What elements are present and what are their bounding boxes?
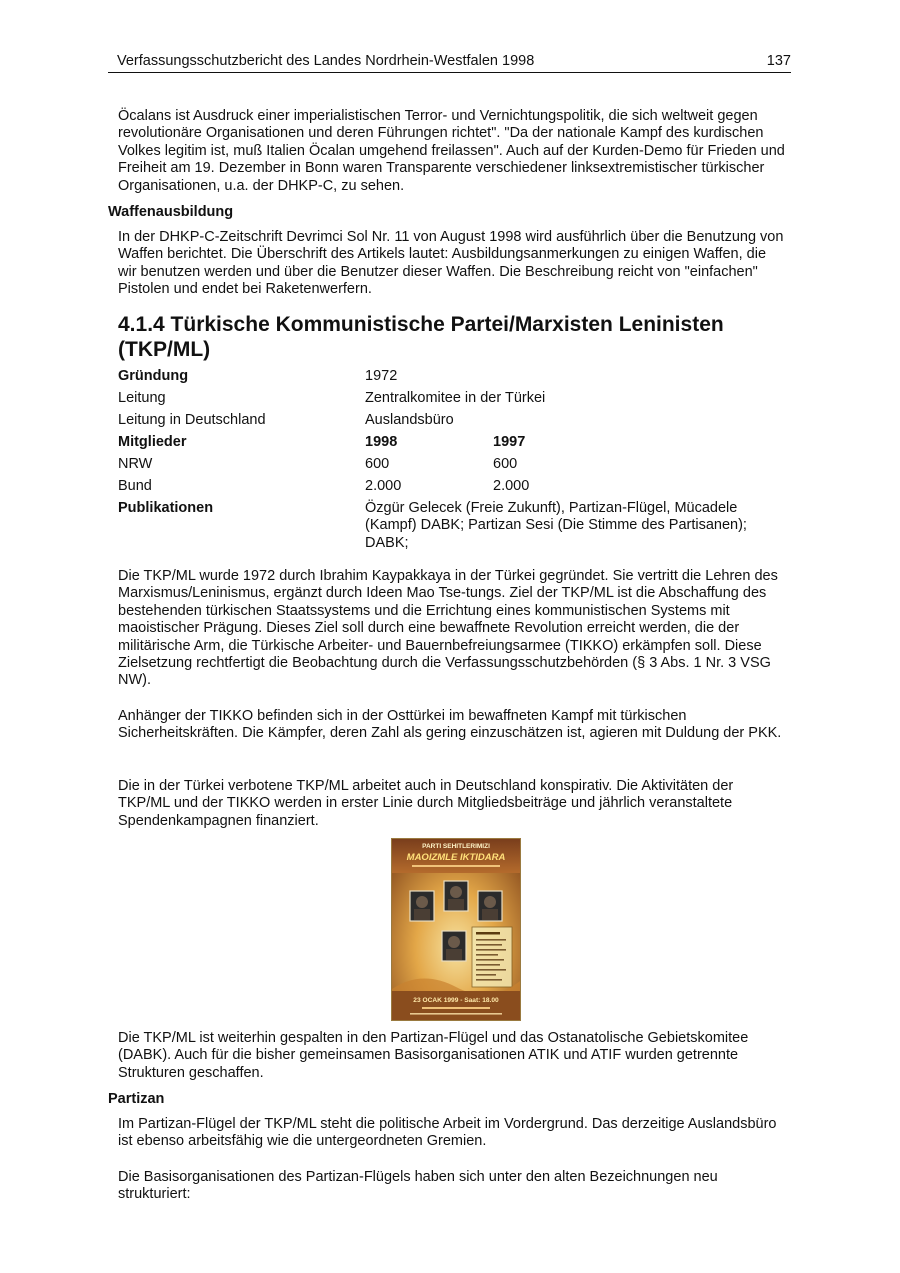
mitglieder-label: Mitglieder <box>118 434 187 450</box>
leitung-de-label: Leitung in Deutschland <box>118 412 266 428</box>
publikationen-label: Publikationen <box>118 500 214 516</box>
year-1998: 1998 <box>365 434 398 450</box>
spaltung-paragraph: Die TKP/ML ist weiterhin gespalten in den Partizan-Flügel und das Ostanatolische Gebietskomitee (DABK). Auch für die bisher gemeinsamen Basisorganisationen ATIK und ATIF wurden getrennte Strukturen geschaffen. <box>118 1030 749 1081</box>
leitung-value: Zentralkomitee in der Türkei <box>365 390 546 406</box>
nrw-1997: 600 <box>493 456 518 472</box>
page-number: 137 <box>766 53 791 69</box>
gruendung-label: Gründung <box>118 368 189 384</box>
poster-date-line: 23 OCAK 1999 - Saat: 18.00 <box>413 997 499 1004</box>
poster-graphic <box>392 839 520 1020</box>
program-list-icon <box>472 927 512 987</box>
portrait-icon <box>442 931 466 961</box>
tkpml-history-paragraph: Die TKP/ML wurde 1972 durch Ibrahim Kaypakkaya in der Türkei gegründet. Sie vertritt die Lehren des Marxismus/Leninismus, ergänzt durch Ideen Mao Tse-tungs. Ziel der TKP/ML ist die Abschaffung des bestehenden türkischen Staatssystems und die Errichtung eines kommunistischen Systems mit maoistischer Prägung. Dieses Ziel soll durch eine bewaffnete Revolution erreicht werden, die der militärische Arm, die Türkische Arbeiter- und Bauernbefreiungsarmee (TIKKO) erkämpfen soll. Diese Zielsetzung rechtfertigt die Beobachtung durch die Verfassungsschutzbehörden (§ 3 Abs. 1 Nr. 3 VSG NW). <box>118 568 778 689</box>
nrw-1998: 600 <box>365 456 390 472</box>
poster-line1: PARTI SEHITLERIMIZI <box>422 843 490 850</box>
partizan-paragraph-2: Die Basisorganisationen des Partizan-Flügels haben sich unter den alten Bezeichnungen neu strukturiert: <box>118 1169 718 1203</box>
bund-label: Bund <box>118 478 152 494</box>
nrw-label: NRW <box>118 456 153 472</box>
section-title: 4.1.4 Türkische Kommunistische Partei/Marxisten Leninisten (TKP/ML) <box>118 313 724 361</box>
report-title: Verfassungsschutzbericht des Landes Nordrhein-Westfalen 1998 <box>117 53 535 69</box>
leitung-de-value: Auslandsbüro <box>365 412 454 428</box>
bund-1998: 2.000 <box>365 478 402 494</box>
waffenausbildung-paragraph: In der DHKP-C-Zeitschrift Devrimci Sol Nr. 11 von August 1998 wird ausführlich über die Benutzung von Waffen berichtet. Die Überschrift des Artikels lautet: Ausbildungsanmerkungen zu einigen Waffen, die wir benutzen werden und über die Benutzer dieser Waffen. Die Beschreibung reicht von "einfachen" Pistolen und endet bei Raketenwerfern. <box>118 229 784 298</box>
publikationen-value: Özgür Gelecek (Freie Zukunft), Partizan-Flügel, Mücadele (Kampf) DABK; Partizan Sesi (Die Stimme des Partisanen); DABK; <box>365 500 747 551</box>
waffenausbildung-heading: Waffenausbildung <box>108 204 234 220</box>
konspirativ-paragraph: Die in der Türkei verbotene TKP/ML arbeitet auch in Deutschland konspirativ. Die Aktivitäten der TKP/ML und der TIKKO werden in erster Linie durch Mitgliedsbeiträge und jährlich veranstaltete Spendenkampagnen finanziert. <box>118 778 734 829</box>
portrait-icon <box>444 881 468 911</box>
portrait-icon <box>410 891 434 921</box>
poster-line2: MAOIZMLE IKTIDARA <box>406 852 506 863</box>
page-header <box>108 52 791 73</box>
year-1997: 1997 <box>493 434 526 450</box>
poster-image <box>391 838 521 1021</box>
gruendung-value: 1972 <box>365 368 398 384</box>
tikko-paragraph: Anhänger der TIKKO befinden sich in der Osttürkei im bewaffneten Kampf mit türkischen Sicherheitskräften. Die Kämpfer, deren Zahl als gering einzuschätzen ist, agieren mit Duldung der PKK. <box>118 708 782 742</box>
intro-paragraph: Öcalans ist Ausdruck einer imperialistischen Terror- und Vernichtungspolitik, die sich weltweit gegen revolutionäre Organisationen und deren Führungen richtet". "Da der nationale Kampf des kurdischen Volkes legitim ist, muß Italien Öcalan umgehend freilassen". Auch auf der Kurden-Demo für Frieden und Freiheit am 19. Dezember in Bonn waren Transparente verschiedener linksextremistischer türkischer Organisationen, u.a. der DHKP-C, zu sehen. <box>118 108 785 194</box>
bund-1997: 2.000 <box>493 478 530 494</box>
portrait-icon <box>478 891 502 921</box>
leitung-label: Leitung <box>118 390 166 406</box>
partizan-heading: Partizan <box>108 1091 165 1107</box>
partizan-paragraph-1: Im Partizan-Flügel der TKP/ML steht die politische Arbeit im Vordergrund. Das derzeitige Auslandsbüro ist ebenso arbeitsfähig wie die untergeordneten Gremien. <box>118 1116 777 1150</box>
